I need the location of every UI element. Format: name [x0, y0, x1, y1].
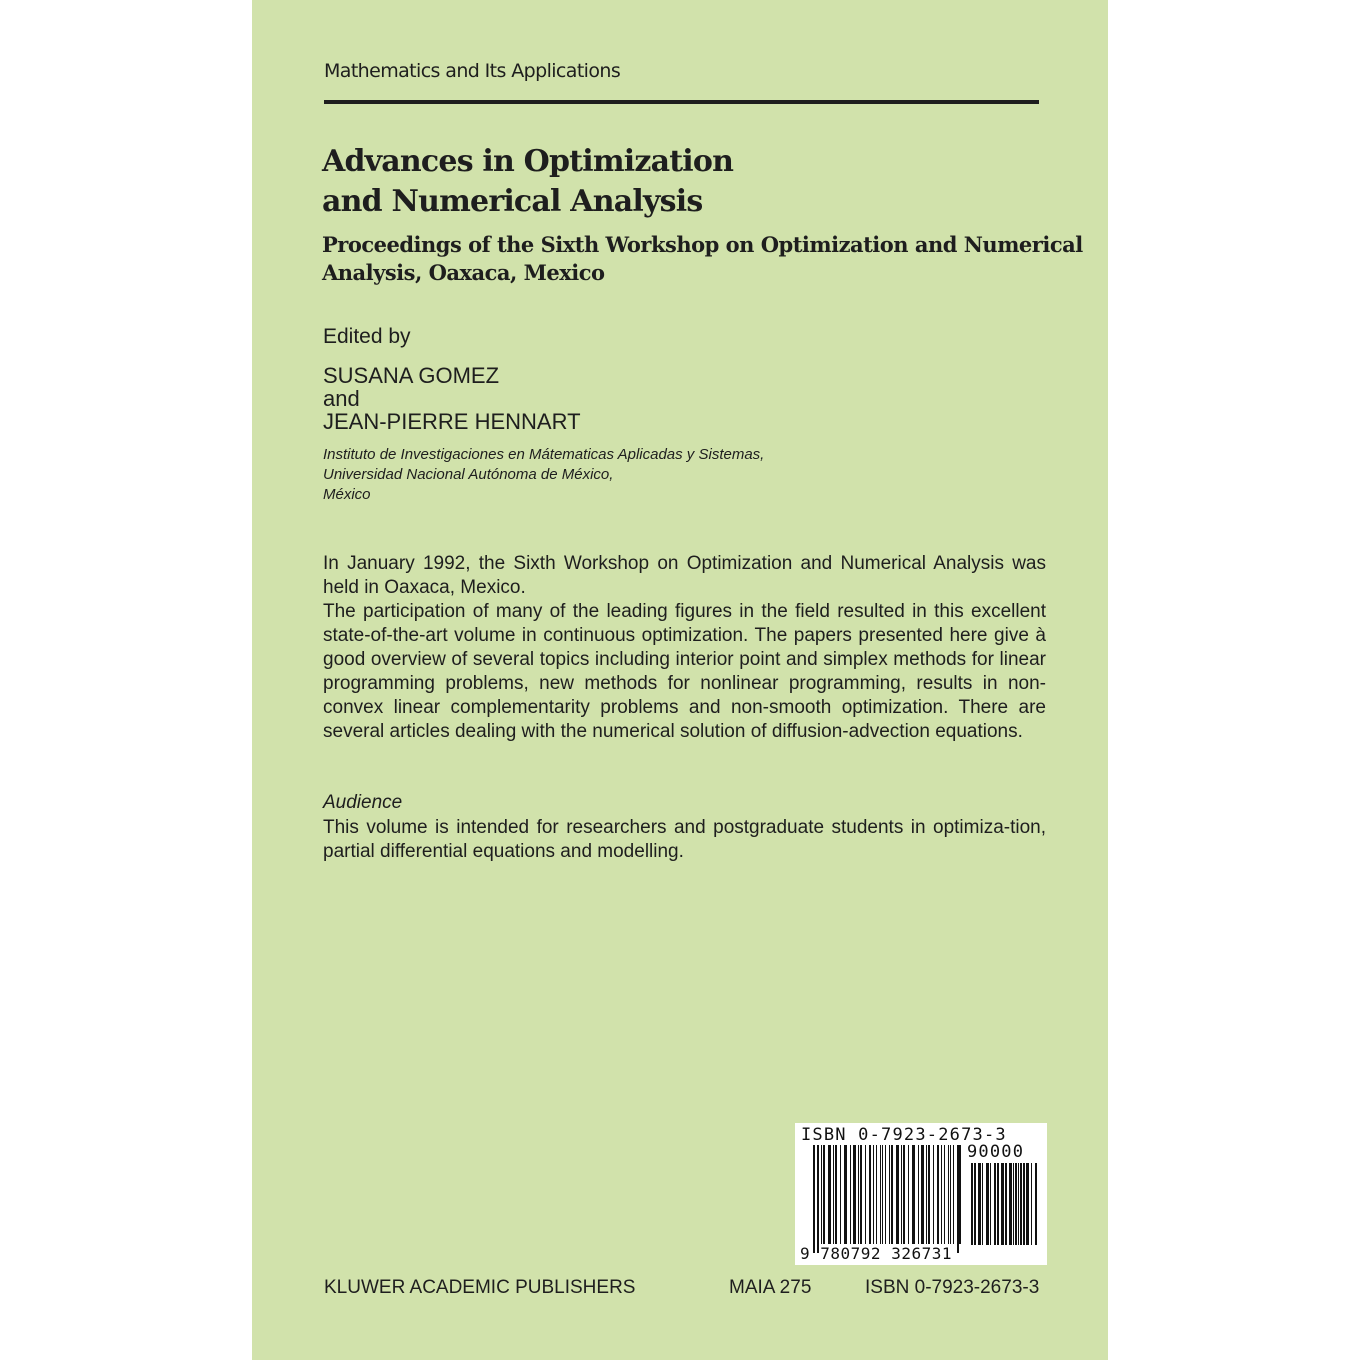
affiliation-line: Instituto de Investigaciones en Mátematicas Aplicadas y Sistemas,: [323, 446, 765, 463]
barcode-bar: [844, 1145, 847, 1244]
barcode-bar: [982, 1163, 983, 1245]
barcode-bar: [944, 1145, 945, 1244]
barcode-bar: [912, 1145, 915, 1244]
subtitle-line: Proceedings of the Sixth Workshop on Optimization and Numerical: [322, 232, 1083, 257]
barcode-bar: [858, 1145, 859, 1244]
barcode-bar: [901, 1145, 902, 1244]
barcode-bar: [873, 1145, 874, 1244]
barcode-bar: [957, 1145, 959, 1253]
description-paragraph: In January 1992, the Sixth Workshop on Optimization and Numerical Analysis was held in Oaxaca, Mexico.: [323, 553, 1046, 598]
barcode-bar: [1020, 1163, 1022, 1245]
subtitle-line: Analysis, Oaxaca, Mexico: [322, 260, 605, 285]
barcode-bar: [1015, 1163, 1017, 1245]
barcode: [795, 1123, 1047, 1265]
editor-name: JEAN-PIERRE HENNART: [323, 409, 581, 434]
barcode-bar: [1018, 1163, 1019, 1245]
barcode-bar: [928, 1145, 930, 1244]
barcode-bar: [885, 1145, 886, 1244]
barcode-bar: [891, 1145, 893, 1244]
barcode-bar: [813, 1145, 815, 1253]
affiliation-line: México: [323, 486, 371, 503]
barcode-bar: [1026, 1163, 1029, 1245]
barcode-bar: [823, 1145, 825, 1244]
affiliation-line: Universidad Nacional Autónoma de México,: [323, 466, 614, 483]
book-back-cover: [252, 0, 1108, 1360]
barcode-bar: [817, 1145, 819, 1253]
title-line: and Numerical Analysis: [322, 184, 703, 219]
barcode-bar: [933, 1145, 934, 1244]
barcode-bar: [971, 1163, 973, 1245]
barcode-bar: [828, 1145, 831, 1244]
publisher-name: KLUWER ACADEMIC PUBLISHERS: [324, 1277, 636, 1298]
series-number: MAIA 275: [729, 1277, 812, 1298]
barcode-bar: [889, 1145, 890, 1244]
description: [323, 552, 1046, 744]
book-subtitle: [322, 231, 1083, 287]
barcode-isbn: ISBN 0-7923-2673-3: [801, 1125, 1007, 1145]
barcode-bar: [921, 1145, 924, 1244]
header-rule: [324, 100, 1039, 104]
series-title: Mathematics and Its Applications: [324, 60, 621, 82]
editors: [323, 364, 581, 433]
barcode-bar: [1013, 1163, 1014, 1245]
barcode-bar: [997, 1163, 999, 1245]
barcode-bar: [860, 1145, 862, 1244]
barcode-bar: [974, 1163, 976, 1245]
barcode-bar: [950, 1145, 951, 1244]
barcode-bar: [853, 1145, 856, 1244]
barcode-bar: [896, 1145, 899, 1244]
barcode-bar: [833, 1145, 834, 1244]
barcode-bar: [937, 1145, 939, 1244]
barcode-bar: [908, 1145, 909, 1244]
book-title: [322, 142, 733, 222]
footer-isbn: ISBN 0-7923-2673-3: [865, 1277, 1040, 1298]
barcode-bar: [882, 1145, 883, 1244]
barcode-bar: [876, 1145, 877, 1244]
barcode-bar: [1023, 1163, 1025, 1245]
barcode-bar: [1005, 1163, 1007, 1245]
barcode-bar: [1009, 1163, 1012, 1245]
barcode-bar: [869, 1145, 871, 1244]
barcode-bar: [986, 1163, 989, 1245]
barcode-bar: [990, 1163, 991, 1245]
barcode-bar: [850, 1145, 851, 1244]
barcode-bar: [941, 1145, 942, 1244]
barcode-price-code: 90000: [967, 1142, 1025, 1162]
barcode-bar: [959, 1145, 961, 1244]
barcode-bar: [918, 1145, 919, 1244]
barcode-bar: [1001, 1163, 1004, 1245]
barcode-bar: [978, 1163, 981, 1245]
barcode-bar: [948, 1145, 949, 1244]
description-paragraph: The participation of many of the leading figures in the field resulted in this excellent state-of-the-art volume in continuous optimization. The papers presented here give à good overview of several topics including interior point and simplex methods for linear programming problems, new methods for nonlinear programming, results in non-convex linear complementarity problems and non-smooth optimization. There are several articles dealing with the numerical solution of diffusion-advection equations.: [323, 601, 1046, 742]
barcode-bar: [926, 1145, 927, 1244]
barcode-bar: [1035, 1163, 1037, 1245]
editor-name: SUSANA GOMEZ: [323, 363, 500, 388]
barcode-bar: [840, 1145, 841, 1244]
audience-label: Audience: [323, 792, 403, 813]
barcode-bar: [821, 1145, 822, 1244]
edited-by-label: Edited by: [323, 325, 411, 348]
barcode-bar: [835, 1145, 837, 1244]
barcode-bar: [994, 1163, 996, 1245]
barcode-bar: [953, 1145, 954, 1244]
affiliation: [323, 445, 764, 505]
title-line: Advances in Optimization: [322, 144, 734, 179]
barcode-digits: 9 780792 326731: [800, 1244, 952, 1263]
audience-text: This volume is intended for researchers and postgraduate students in optimiza-tion, partial differential equations and modelling.: [323, 817, 1046, 862]
barcode-bar: [865, 1145, 866, 1244]
barcode-bar: [903, 1145, 905, 1244]
barcode-bar: [880, 1145, 881, 1244]
editor-conjunction: and: [323, 386, 360, 411]
barcode-bar: [1031, 1163, 1032, 1245]
